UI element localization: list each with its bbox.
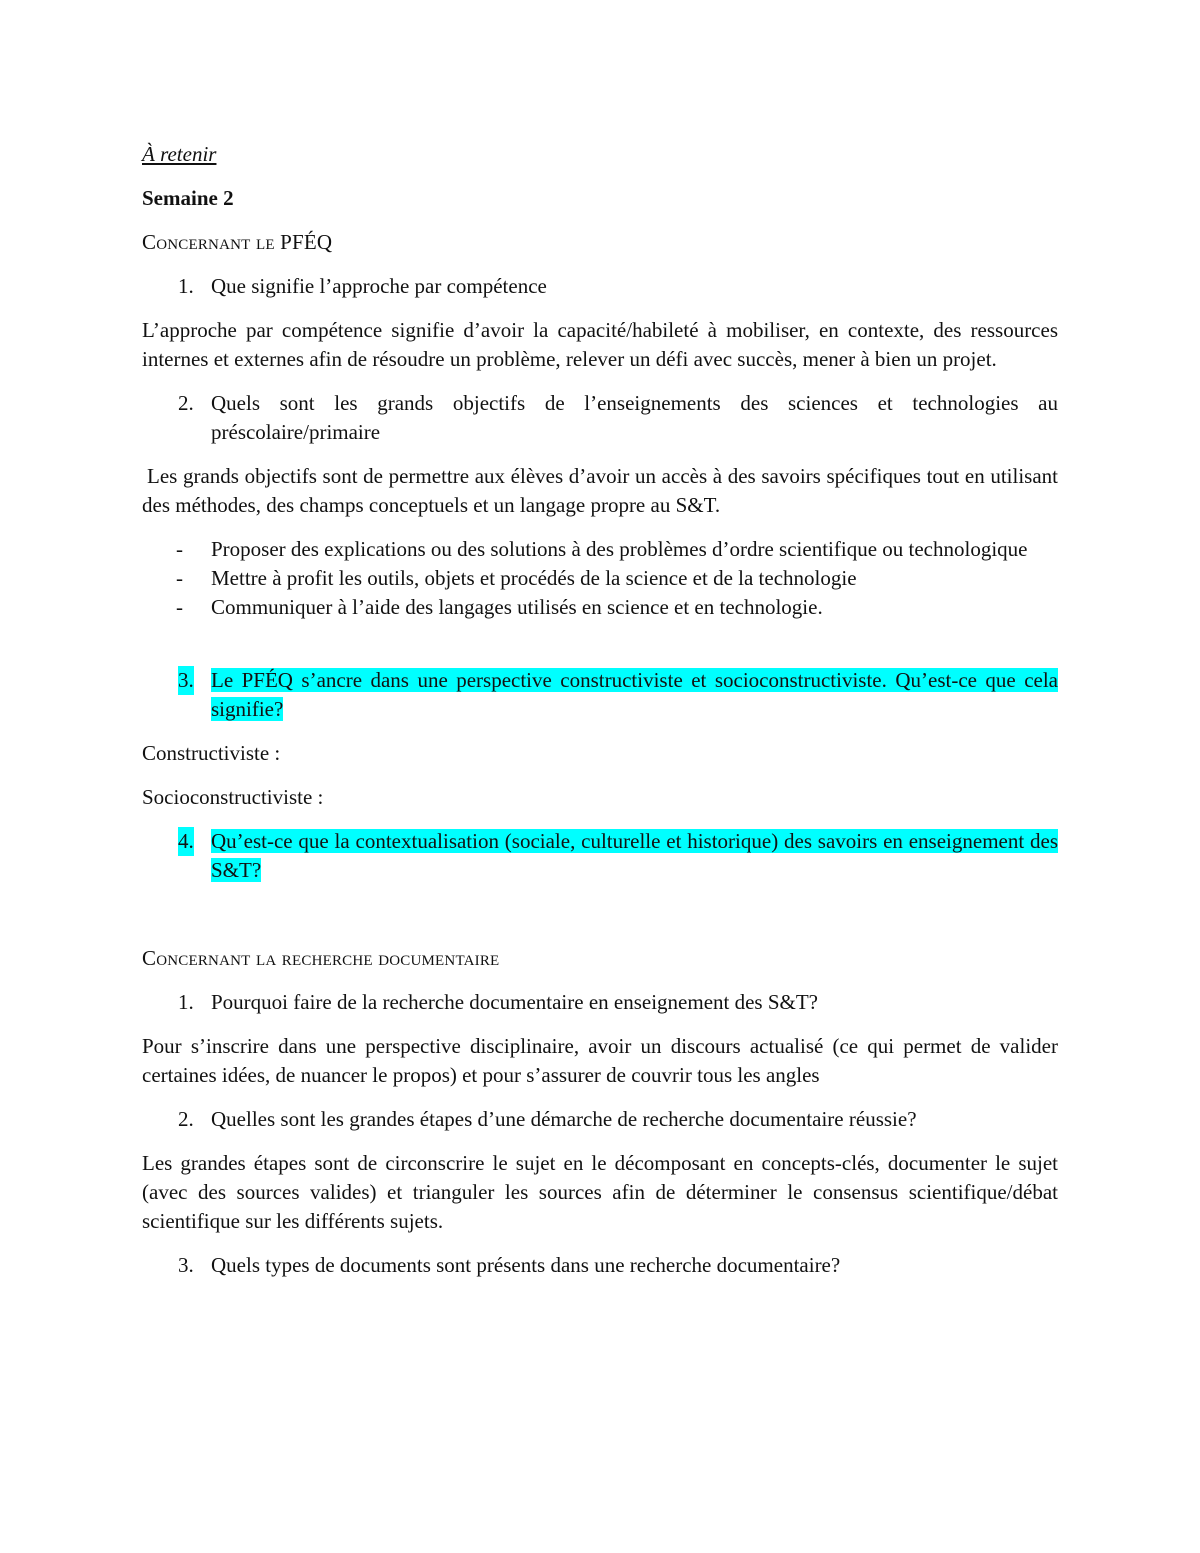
answer-label-socioconstructiviste: Socioconstructiviste : [142, 785, 324, 809]
objectives-list [142, 535, 1058, 622]
question-text: Quels types de documents sont présents dans une recherche documentaire? [211, 1253, 841, 1277]
question-text: Quelles sont les grandes étapes d’une démarche de recherche documentaire réussie? [211, 1107, 917, 1131]
question-number: 4. [178, 827, 194, 856]
question-number: 1. [178, 990, 194, 1014]
question-text: Pourquoi faire de la recherche documentaire en enseignement des S&T? [211, 990, 819, 1014]
list-item-text: Mettre à profit les outils, objets et procédés de la science et de la technologie [211, 566, 857, 590]
document-page [142, 140, 1058, 1295]
answer-paragraph: L’approche par compétence signifie d’avoir la capacité/habileté à mobiliser, en contexte, des ressources internes et externes afin de résoudre un problème, relever un défi avec succès, mener à bien un projet. [142, 318, 1058, 371]
section-title-recherche: Concernant la recherche documentaire [142, 946, 500, 970]
question-text: Le PFÉQ s’ancre dans une perspective constructiviste et socioconstructiviste. Qu’est-ce que cela signifie? [211, 668, 1058, 721]
question-text: Que signifie l’approche par compétence [211, 274, 547, 298]
question-number: 3. [178, 666, 194, 695]
question-2 [142, 1105, 1058, 1134]
list-item-text: Proposer des explications ou des solutions à des problèmes d’ordre scientifique ou technologique [211, 537, 1028, 561]
question-1 [142, 988, 1058, 1017]
question-2 [142, 389, 1058, 447]
question-number: 2. [178, 391, 194, 415]
document-heading: À retenir [142, 142, 217, 166]
question-4-highlighted [142, 827, 1058, 885]
answer-paragraph: Pour s’inscrire dans une perspective disciplinaire, avoir un discours actualisé (ce qui permet de valider certaines idées, de nuancer le propos) et pour s’assurer de couvrir tous les angles [142, 1034, 1058, 1087]
section-title-pfeq: Concernant le PFÉQ [142, 230, 333, 254]
list-item: - Mettre à profit les outils, objets et procédés de la science et de la technologie [176, 566, 857, 590]
question-3 [142, 1251, 1058, 1280]
list-item: - Proposer des explications ou des solutions à des problèmes d’ordre scientifique ou technologique [176, 537, 1028, 561]
week-title: Semaine 2 [142, 186, 234, 210]
question-1 [142, 272, 1058, 301]
question-text: Quels sont les grands objectifs de l’enseignements des sciences et technologies au préscolaire/primaire [211, 391, 1058, 444]
question-number: 1. [178, 274, 194, 298]
question-number: 3. [178, 1253, 194, 1277]
question-number: 2. [178, 1107, 194, 1131]
list-item: - Communiquer à l’aide des langages utilisés en science et en technologie. [176, 595, 823, 619]
answer-label-constructiviste: Constructiviste : [142, 741, 281, 765]
list-item-text: Communiquer à l’aide des langages utilisés en science et en technologie. [211, 595, 823, 619]
answer-paragraph: Les grands objectifs sont de permettre aux élèves d’avoir un accès à des savoirs spécifiques tout en utilisant des méthodes, des champs conceptuels et un langage propre au S&T. [142, 464, 1058, 517]
question-text: Qu’est-ce que la contextualisation (sociale, culturelle et historique) des savoirs en enseignement des S&T? [211, 829, 1058, 882]
answer-paragraph: Les grandes étapes sont de circonscrire le sujet en le décomposant en concepts-clés, documenter le sujet (avec des sources valides) et trianguler les sources afin de déterminer le consensus scientifique/débat scientifique sur les différents sujets. [142, 1151, 1058, 1233]
question-3-highlighted [142, 666, 1058, 724]
